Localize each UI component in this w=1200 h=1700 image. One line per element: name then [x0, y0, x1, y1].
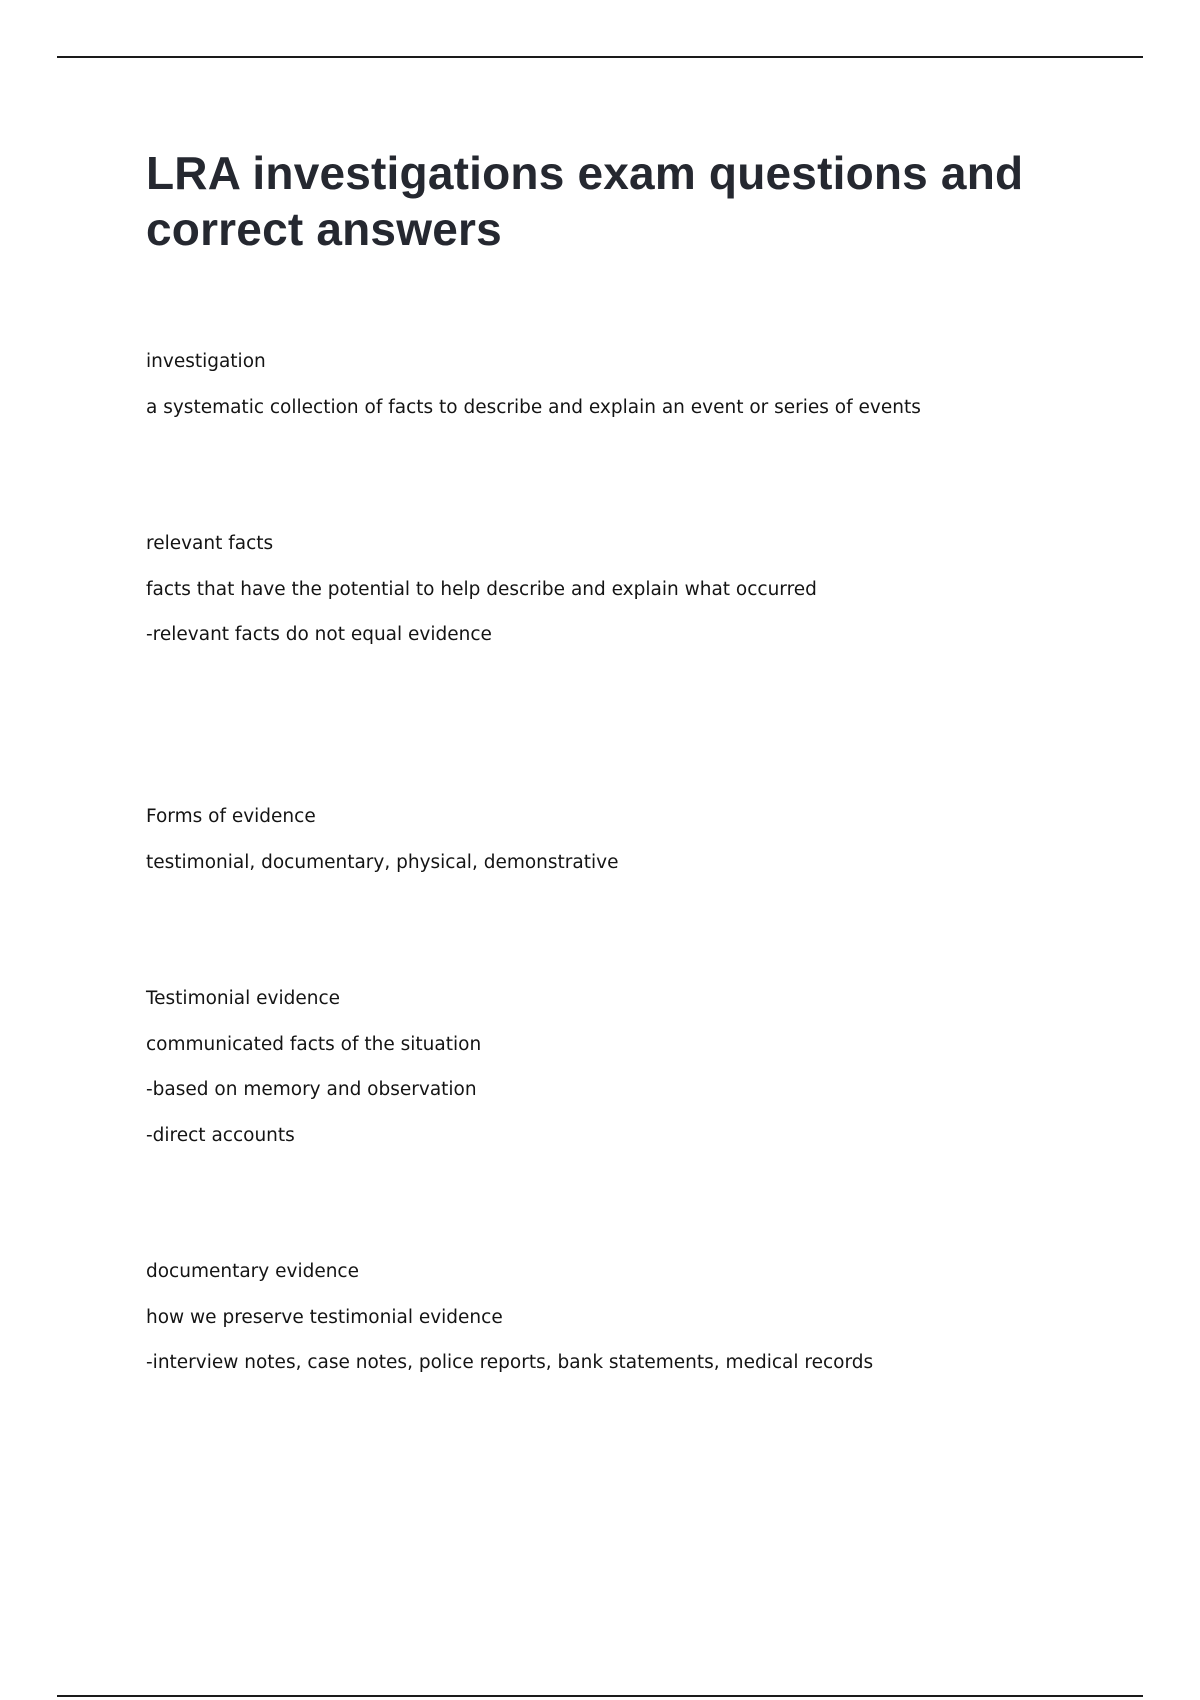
card-definition-line: how we preserve testimonial evidence	[146, 1306, 503, 1328]
card-term: Testimonial evidence	[146, 988, 341, 1009]
flashcard-testimonial-evidence	[146, 988, 1106, 1170]
page-bottom-rule	[57, 1695, 1143, 1697]
card-definition-line: -relevant facts do not equal evidence	[146, 624, 492, 645]
card-definition-line: -based on memory and observation	[146, 1079, 477, 1100]
card-definition-line: facts that have the potential to help describe and explain what occurred	[146, 578, 817, 600]
card-term: investigation	[146, 351, 266, 372]
card-term: relevant facts	[146, 533, 274, 554]
card-definition-line: -interview notes, case notes, police reports, bank statements, medical records	[146, 1352, 874, 1373]
card-term: documentary evidence	[146, 1261, 359, 1282]
flashcard-forms-of-evidence	[146, 806, 1106, 897]
card-definition-line: -direct accounts	[146, 1124, 295, 1146]
card-definition-line: communicated facts of the situation	[146, 1033, 482, 1055]
card-definition-line: a systematic collection of facts to describe and explain an event or series of events	[146, 396, 921, 418]
flashcard-documentary-evidence	[146, 1261, 1106, 1398]
card-term: Forms of evidence	[146, 806, 316, 827]
flashcard-relevant-facts	[146, 533, 1106, 670]
page-top-rule	[57, 56, 1143, 58]
card-definition-line: testimonial, documentary, physical, demonstrative	[146, 851, 619, 873]
document-title: LRA investigations exam questions and correct answers	[146, 147, 1024, 255]
flashcard-investigation	[146, 351, 1106, 442]
